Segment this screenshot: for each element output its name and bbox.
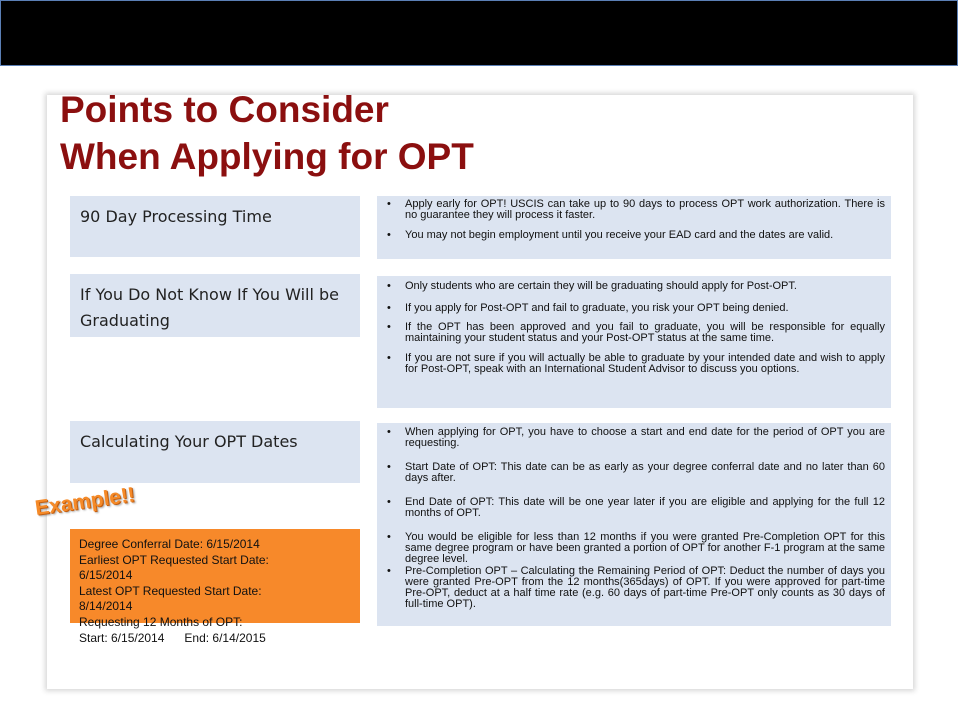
bullet-item: • End Date of OPT: This date will be one year later if you are eligible and applying for the full 12 months of OPT. bbox=[405, 497, 885, 519]
section-heading-label: 90 Day Processing Time bbox=[80, 207, 272, 226]
example-line: Degree Conferral Date: 6/15/2014 bbox=[79, 537, 260, 551]
example-line: Start: 6/15/2014 End: 6/14/2015 bbox=[79, 630, 266, 645]
section-heading-label: Calculating Your OPT Dates bbox=[80, 432, 298, 451]
example-label: Example!! bbox=[33, 483, 137, 521]
example-line: Earliest OPT Requested Start Date: bbox=[79, 552, 269, 567]
bullet-item: • If the OPT has been approved and you fail to graduate, you will be responsible for equally maintaining your student status and your Post-OPT status at the same time. bbox=[405, 322, 885, 344]
bullet-item: • Only students who are certain they will be graduating should apply for Post-OPT. bbox=[405, 281, 885, 292]
bullet-item: • If you are not sure if you will actually be able to graduate by your intended date and wish to apply for Post-OPT, speak with an International Student Advisor to discuss you options. bbox=[405, 353, 885, 375]
section-details-processing-time bbox=[377, 196, 891, 259]
bullet-list bbox=[377, 281, 891, 375]
bullet-item: • Pre-Completion OPT – Calculating the Remaining Period of OPT: Deduct the number of days you were granted Pre-OPT from the 12 months(365days) of OPT. If you were approved for part-time Pre-OPT, deduct at a half time rate (e.g. 60 days of part-time Pre-OPT only counts as 30 days of full-time OPT). bbox=[405, 566, 885, 610]
bullet-item: • If you apply for Post-OPT and fail to graduate, you risk your OPT being denied. bbox=[405, 303, 885, 314]
bullet-list bbox=[377, 427, 891, 610]
section-heading-calculating bbox=[70, 421, 360, 483]
bullet-item: • You would be eligible for less than 12 months if you were granted Pre-Completion OPT for this same degree program or have been granted a portion of OPT for another F-1 program at the same degree level. bbox=[405, 532, 885, 565]
example-line: Requesting 12 Months of OPT: bbox=[79, 614, 243, 629]
section-details-graduating bbox=[377, 276, 891, 408]
title-line-2: When Applying for OPT bbox=[60, 136, 474, 177]
example-line: 8/14/2014 bbox=[79, 599, 133, 614]
example-line: 6/15/2014 bbox=[79, 568, 133, 583]
section-heading-processing-time bbox=[70, 196, 360, 257]
bullet-item: • You may not begin employment until you receive your EAD card and the dates are valid. bbox=[405, 230, 885, 241]
example-line: Latest OPT Requested Start Date: bbox=[79, 583, 262, 598]
bullet-item: • Apply early for OPT! USCIS can take up to 90 days to process OPT work authorization. There is no guarantee they will process it faster. bbox=[405, 199, 885, 221]
page-title bbox=[60, 86, 474, 180]
example-text bbox=[79, 537, 269, 646]
title-line-1: Points to Consider bbox=[60, 89, 389, 130]
bullet-list bbox=[377, 199, 891, 241]
section-heading-label: If You Do Not Know If You Will be Graduating bbox=[80, 285, 339, 330]
section-details-calculating bbox=[377, 423, 891, 626]
bullet-item: • Start Date of OPT: This date can be as early as your degree conferral date and no later than 60 days after. bbox=[405, 462, 885, 484]
header-bar bbox=[0, 0, 958, 66]
bullet-item: • When applying for OPT, you have to choose a start and end date for the period of OPT you are requesting. bbox=[405, 427, 885, 449]
section-heading-graduating bbox=[70, 274, 360, 337]
